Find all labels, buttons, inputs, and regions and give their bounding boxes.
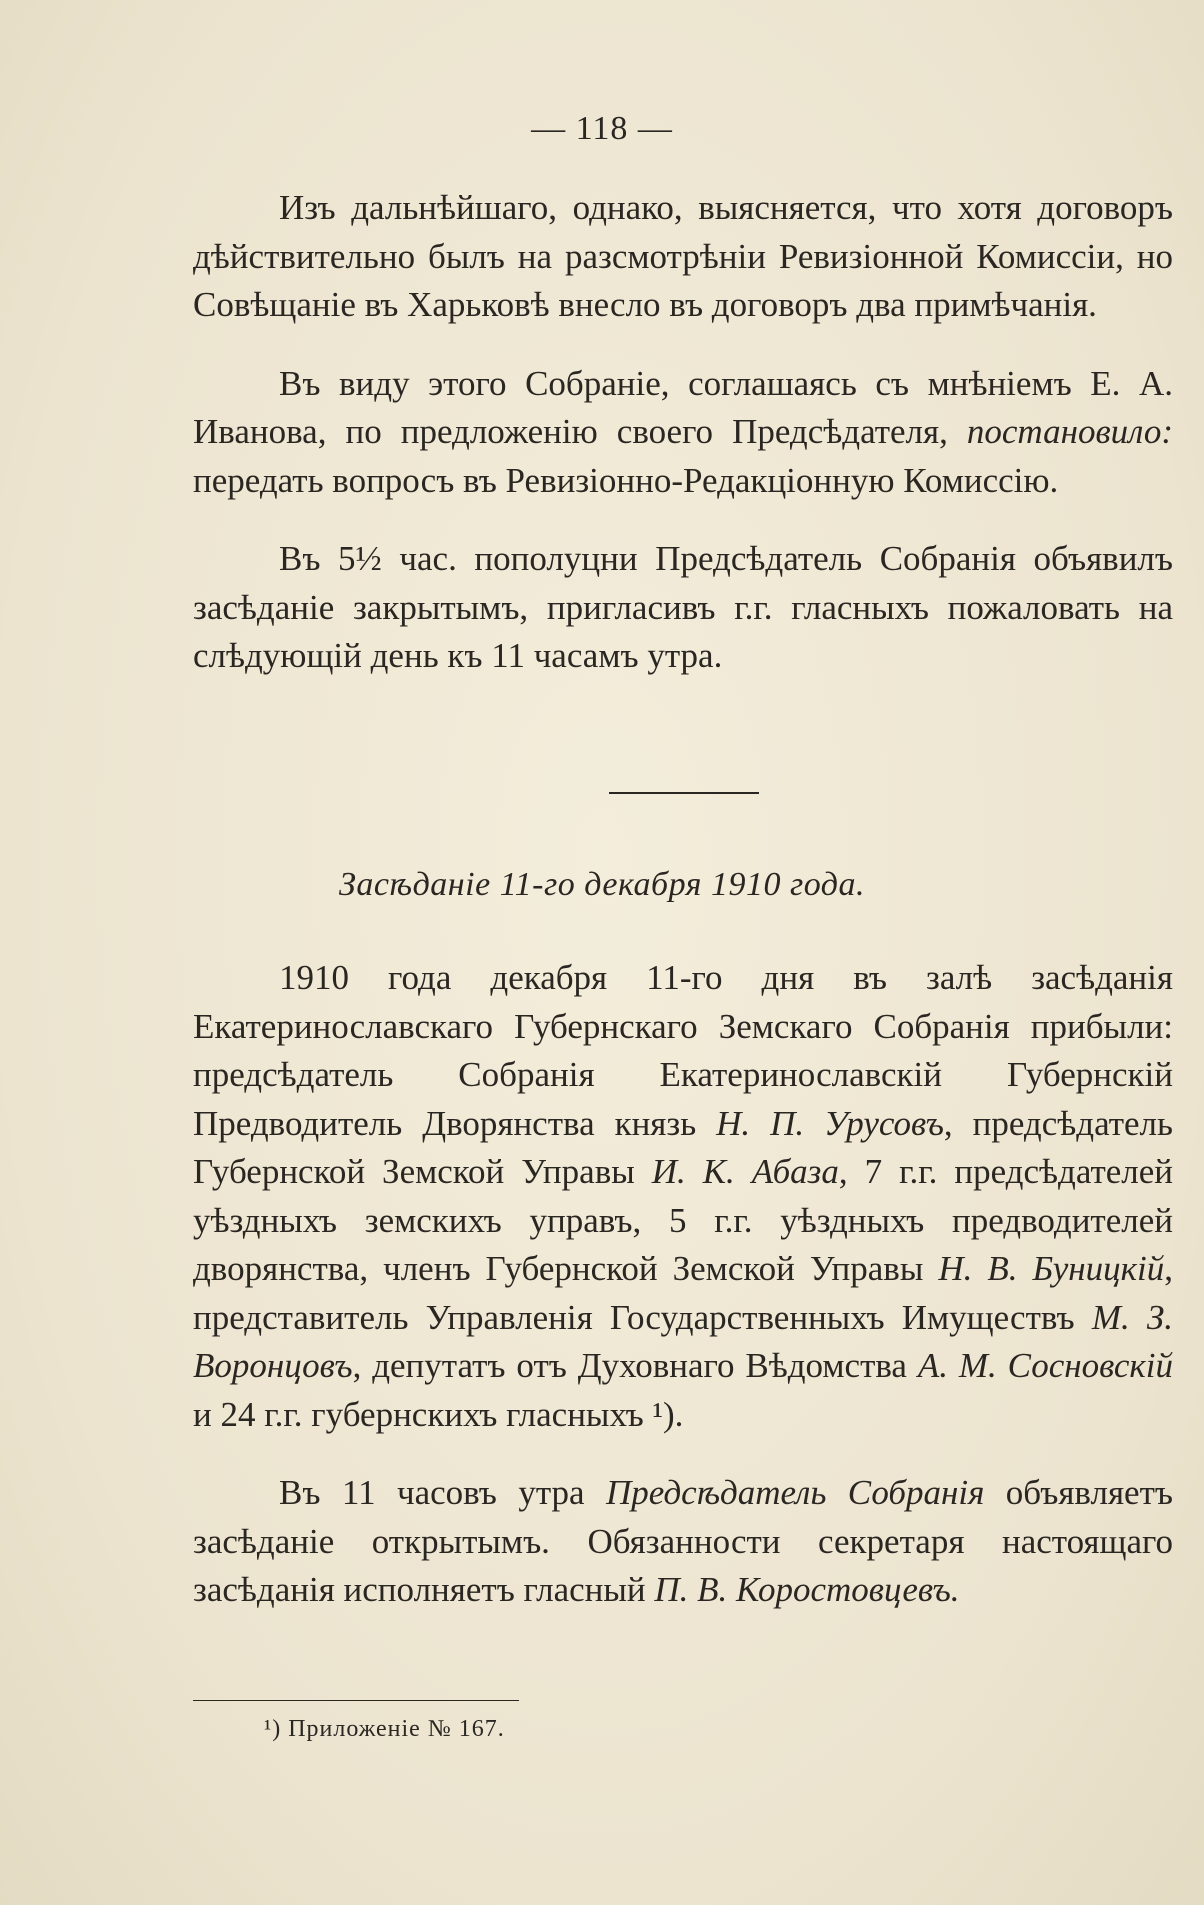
paragraph-agreement: Изъ дальнѣйшаго, однако, выясняется, что хотя договоръ дѣйствительно былъ на разсмотрѣніи Ревизіонной Комиссіи, но Совѣщаніе въ Харьковѣ внесло въ договоръ два примѣчанія. bbox=[193, 188, 1173, 324]
section-divider bbox=[609, 792, 759, 794]
name-vorontsov: М. З. Воронцовъ bbox=[193, 1297, 1173, 1385]
name-bunitsky: Н. В. Буницкій bbox=[938, 1249, 1165, 1288]
text-block-upper bbox=[193, 184, 1173, 681]
attendance-text-3: , 7 г.г. предсѣдателей уѣздныхъ земскихъ управъ, 5 г.г. уѣздныхъ предводителей дворянства, членъ Губернской Земской Управы bbox=[193, 1152, 1174, 1288]
page-number: — 118 — bbox=[531, 110, 673, 147]
attendance-text-2: , предсѣдатель Губернской Земской Управы bbox=[193, 1103, 1173, 1191]
paragraph-resolution bbox=[193, 360, 1173, 506]
attendance-text-1: 1910 года декабря 11-го дня въ залѣ засѣданія Екатеринославскаго Губернскаго Земскаго Собранія прибыли: предсѣдатель Собранія Екатеринославскій Губернскій Предводитель Дворянства князь bbox=[193, 958, 1173, 1143]
opening-text-1: Въ 11 часовъ утра bbox=[279, 1473, 607, 1512]
name-abaza: И. К. Абаза bbox=[651, 1152, 839, 1191]
paragraph-attendance bbox=[193, 954, 1173, 1439]
text-block-lower bbox=[193, 954, 1173, 1615]
name-sosnovsky: А. М. Сосновскій bbox=[917, 1346, 1173, 1385]
resolution-text-start: Въ виду этого Собраніе, соглашаясь съ мнѣніемъ Е. А. Иванова, по предложенію своего Предсѣдателя, bbox=[193, 363, 1173, 451]
attendance-text-4: , представитель Управленія Государственныхъ Имуществъ bbox=[193, 1249, 1173, 1337]
section-heading: Засѣданіе 11-го декабря 1910 года. bbox=[338, 866, 865, 903]
paragraph-session-closed: Въ 5½ час. пополуцни Предсѣдатель Собранія объявилъ засѣданіе закрытымъ, пригласивъ г.г. гласныхъ пожаловать на слѣдующій день къ 11 часамъ утра. bbox=[193, 539, 1173, 675]
attendance-text-5: , депутатъ отъ Духовнаго Вѣдомства bbox=[352, 1346, 918, 1385]
footnote-divider bbox=[193, 1700, 519, 1701]
resolution-text-end: передать вопросъ въ Ревизіонно-Редакціонную Комиссію. bbox=[193, 460, 1059, 500]
resolution-italic-word: постановило: bbox=[966, 412, 1173, 451]
paragraph-opening bbox=[193, 1469, 1173, 1615]
footnote: ¹) Приложеніе № 167. bbox=[264, 1716, 505, 1742]
opening-text-2: объявляетъ засѣданіе открытымъ. Обязанности секретаря настоящаго засѣданія исполняетъ гласный bbox=[193, 1473, 1173, 1609]
attendance-text-6: и 24 г.г. губернскихъ гласныхъ ¹). bbox=[193, 1394, 684, 1434]
name-urusov: Н. П. Урусовъ bbox=[716, 1103, 944, 1143]
chairman-title: Предсѣдатель Собранія bbox=[606, 1473, 985, 1512]
name-korostovtsev: П. В. Коростовцевъ. bbox=[654, 1570, 960, 1609]
